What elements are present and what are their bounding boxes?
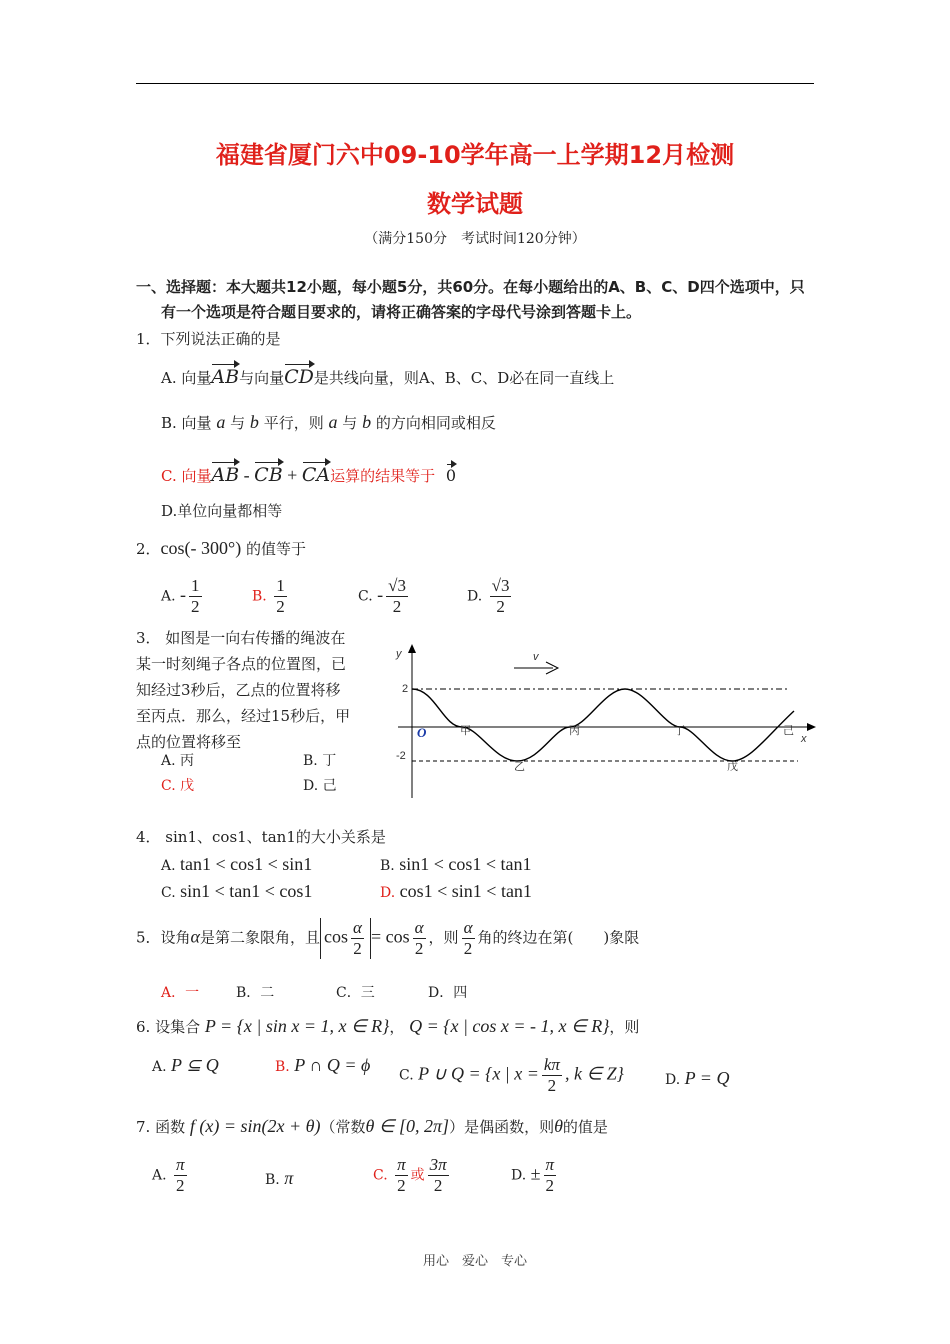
q5-stem: 5．设角α是第二象限角，且 cos $\frac{\alpha}{2}$ = cos $\frac{\alpha}{2}$ ，则 $\frac{\alpha}{2}$ 角的终边在第( )象限: [136, 918, 640, 958]
q2-option-c: C. - $\frac{√3}{2}$: [358, 576, 406, 616]
q6-option-c: C. P ∪ Q = {x | x = $\frac{k\pi}{2}$ , k ∈ Z}: [399, 1055, 624, 1095]
point-jia: 甲: [460, 725, 471, 737]
velocity-label: v: [533, 651, 539, 663]
y-axis-arrow-icon: [408, 644, 416, 653]
q5-option-c: C．三: [336, 985, 375, 1001]
q3-stem: 3． 如图是一向右传播的绳波在 某一时刻绳子各点的位置图，已 知经过3秒后，乙点的位置将移 至丙点．那么，经过15秒后，甲 点的位置将移至: [136, 629, 351, 751]
q4-stem: 4． sin1、cos1、tan1的大小关系是: [136, 828, 386, 846]
section-heading-line1: 一、选择题：本大题共12小题，每小题5分，共60分。在每小题给出的A、B、C、D四个选项中，只: [136, 278, 805, 296]
header-rule: [136, 83, 814, 84]
vector-cd: CD: [284, 360, 314, 388]
point-bing: 丙: [569, 725, 580, 737]
q2-option-d: D. $\frac{√3}{2}$: [467, 576, 510, 616]
q2-option-a: A. - $\frac{1}{2}$: [161, 576, 200, 616]
q5-option-b: B．二: [236, 985, 275, 1001]
point-ding: 丁: [674, 725, 685, 737]
zero-vector: 0: [446, 460, 456, 485]
q4-option-b: B. sin1 < cos1 < tan1: [380, 854, 532, 874]
q3-option-a: A. 丙: [161, 753, 195, 769]
q3-option-d: D. 己: [303, 778, 337, 794]
vector-ab: AB: [211, 360, 239, 388]
x-axis-arrow-icon: [807, 723, 816, 731]
page-footer: 用心 爱心 专心: [422, 1254, 527, 1269]
doc-subtitle: 数学试题: [427, 190, 523, 218]
q7-option-a: A. $\frac{\pi}{2}$: [152, 1155, 185, 1195]
q5-option-d: D．四: [428, 985, 468, 1001]
bottom-tick-label: -2: [396, 750, 406, 762]
q2-stem: 2．cos(- 300°) 的值等于: [136, 538, 307, 558]
origin-label: O: [417, 725, 427, 740]
q7-option-d: D. ± $\frac{\pi}{2}$: [511, 1155, 555, 1195]
point-yi: 乙: [514, 761, 525, 773]
q4-option-a: A. tan1 < cos1 < sin1: [161, 854, 313, 874]
q7-option-c: C. $\frac{\pi}{2}$ 或 $\frac{3\pi}{2}$: [373, 1155, 447, 1195]
q1-option-d: D.单位向量都相等: [161, 502, 283, 520]
q1-option-b: B. 向量 a 与 b 平行，则 a 与 b 的方向相同或相反: [161, 412, 496, 432]
q3-option-b: B. 丁: [303, 753, 337, 769]
doc-title: 福建省厦门六中09-10学年高一上学期12月检测: [215, 141, 735, 169]
q1-stem: 1．下列说法正确的是: [136, 330, 281, 348]
q1-option-a: A. 向量AB与向量CD是共线向量，则A、B、C、D必在同一直线上: [161, 360, 614, 388]
point-ji: 己: [783, 725, 794, 737]
x-axis-label: x: [801, 733, 807, 745]
q6-stem: 6. 设集合 P = {x | sin x = 1, x ∈ R}， Q = {x | cos x = - 1, x ∈ R}，则: [136, 1016, 640, 1036]
wave-diagram: [390, 640, 820, 805]
q6-option-d: D. P = Q: [665, 1068, 730, 1088]
exam-info: （满分150分 考试时间120分钟）: [364, 231, 586, 247]
q7-option-b: B. π: [265, 1168, 294, 1188]
q2-option-b: B. $\frac{1}{2}$: [252, 576, 285, 616]
q6-option-a: A. P ⊆ Q: [152, 1055, 219, 1075]
point-wu: 戊: [727, 761, 738, 773]
q7-stem: 7. 函数 f (x) = sin(2x + θ)（常数θ ∈ [0, 2π]）是偶函数，则θ的值是: [136, 1116, 608, 1136]
q4-option-d: D. cos1 < sin1 < tan1: [380, 881, 532, 901]
q3-option-c: C. 戊: [161, 778, 195, 794]
section-heading-line2: 有一个选项是符合题目要求的，请将正确答案的字母代号涂到答题卡上。: [161, 303, 642, 321]
q6-option-b: B. P ∩ Q = ϕ: [275, 1055, 371, 1075]
q4-option-c: C. sin1 < tan1 < cos1: [161, 881, 313, 901]
q5-option-a: A．一: [161, 985, 200, 1001]
top-tick-label: 2: [402, 683, 409, 695]
y-axis-label: y: [396, 648, 402, 660]
q1-option-c: C. 向量AB - CB + CA运算的结果等于 0: [161, 458, 456, 486]
